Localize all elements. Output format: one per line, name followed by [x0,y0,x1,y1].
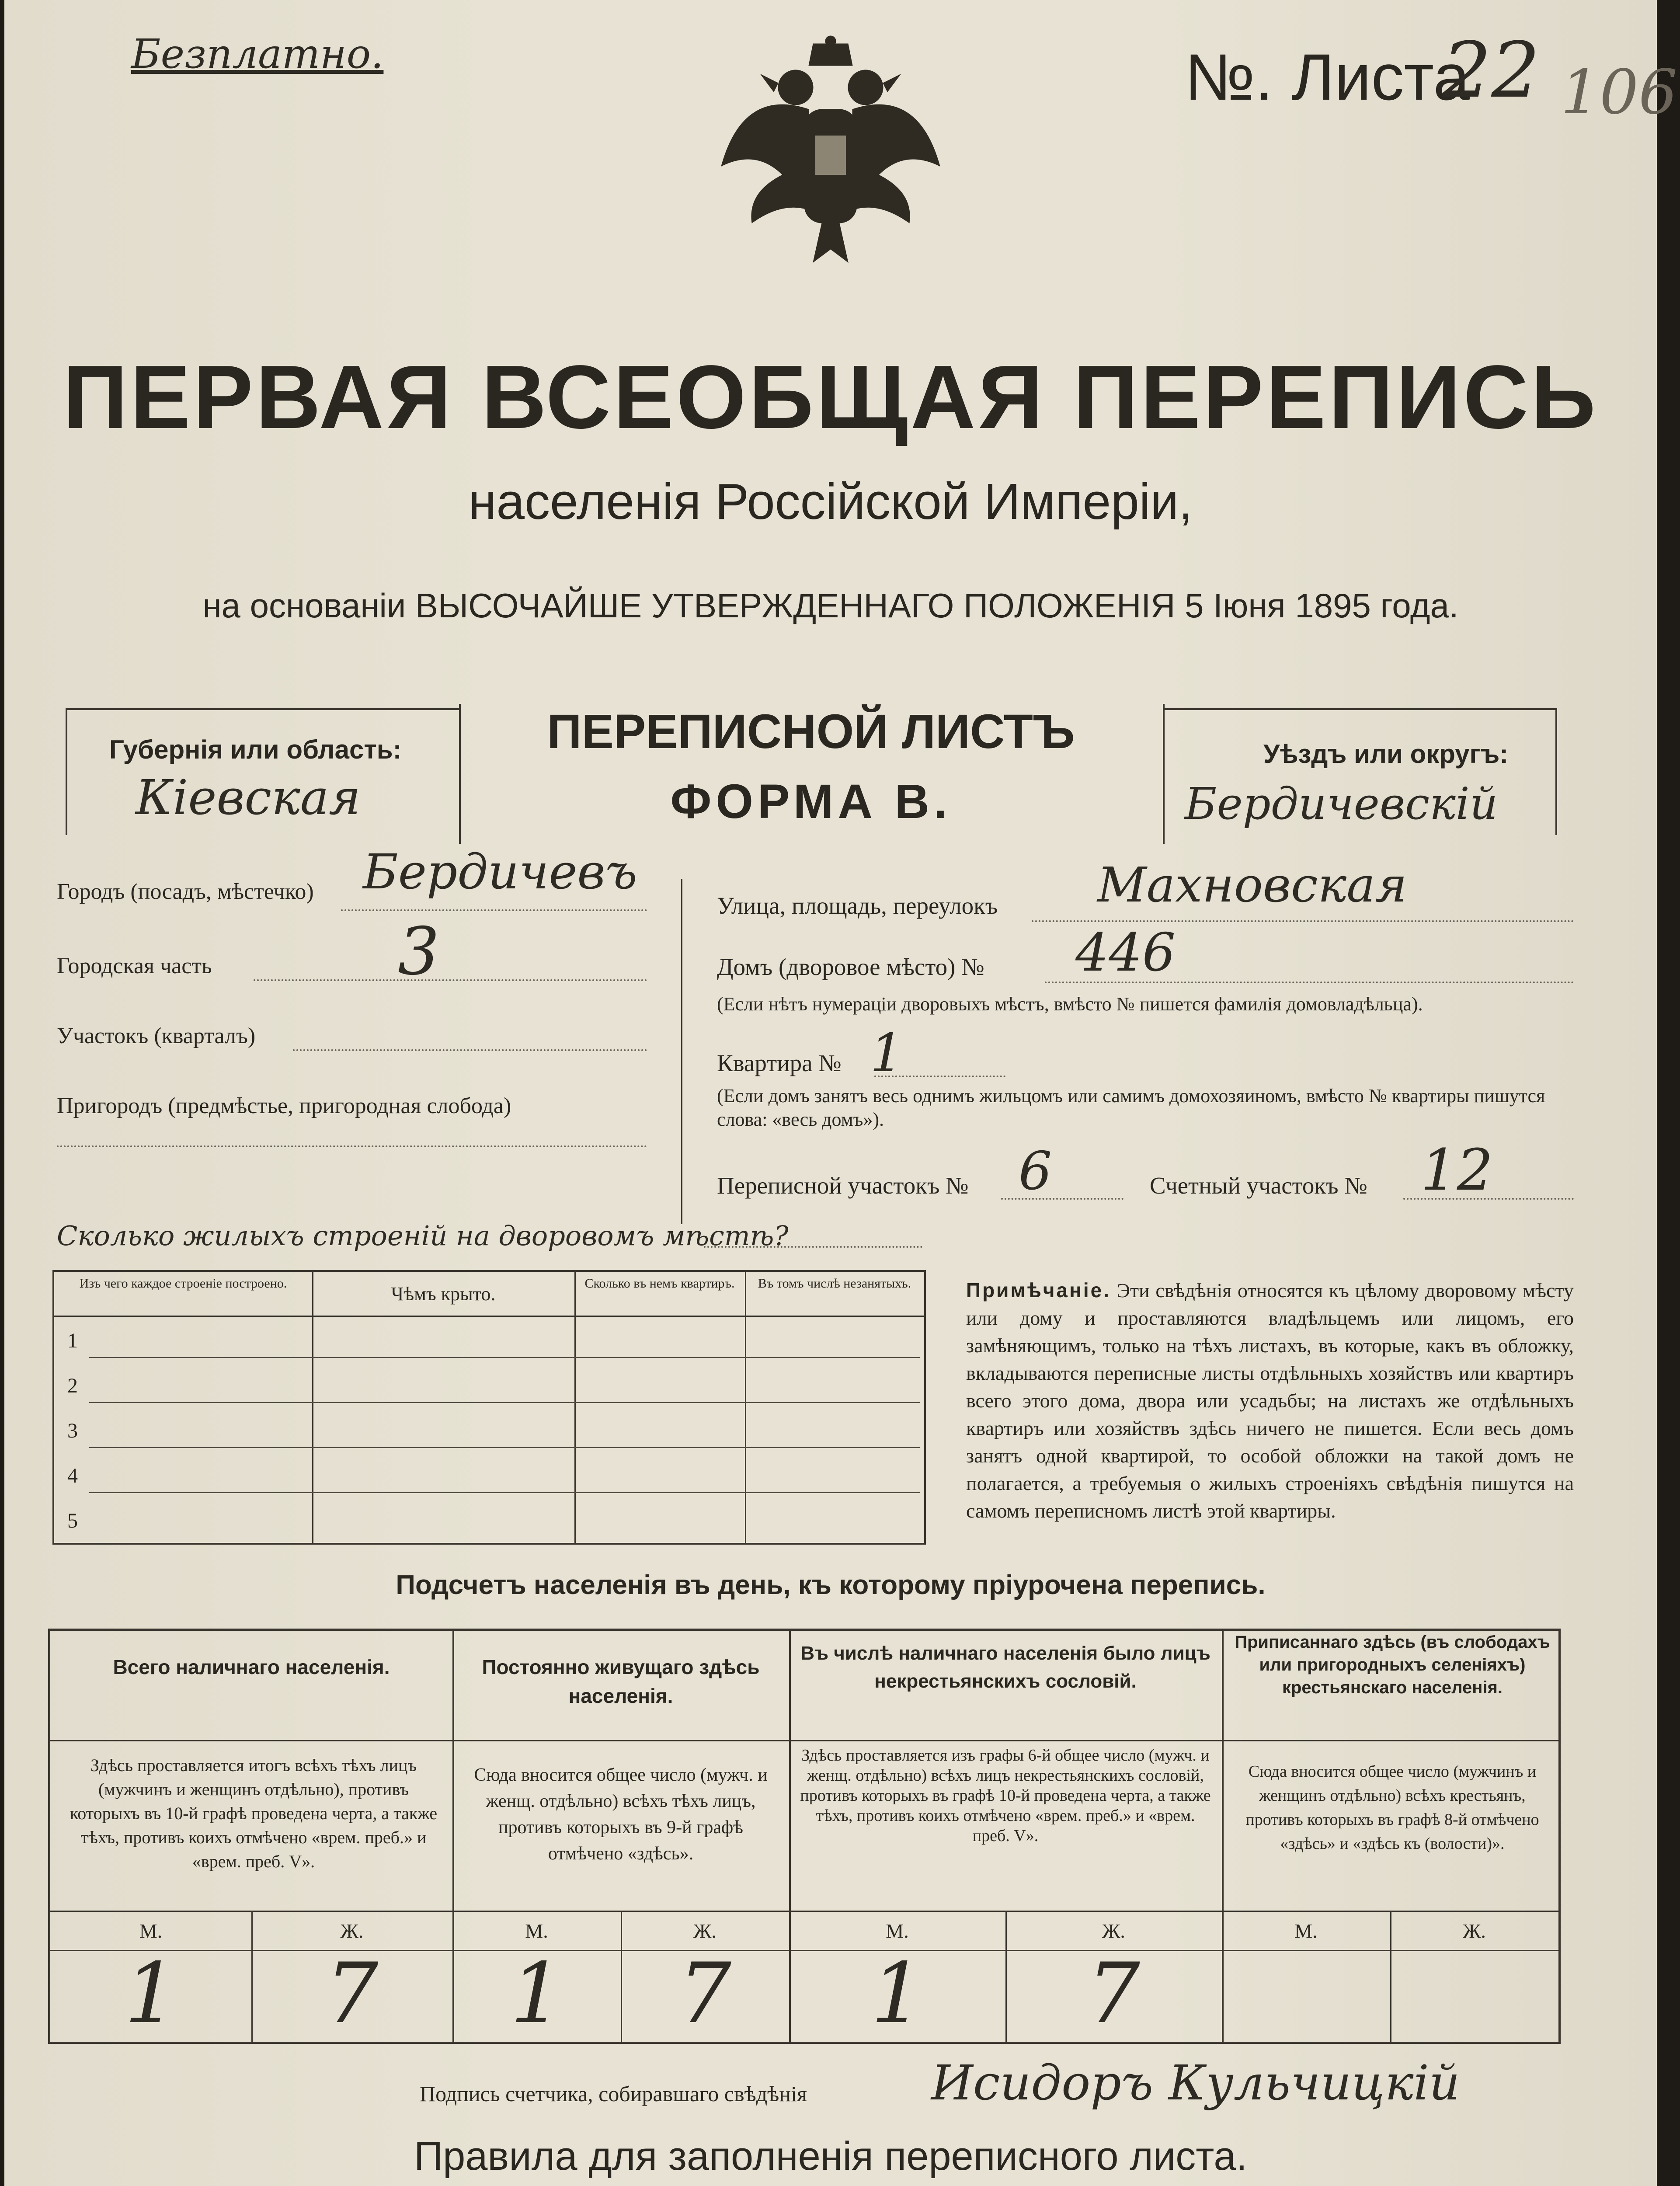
rules-title: Правила для заполненія переписного листа. [414,2134,1248,2179]
count-m-label: М. [525,1920,548,1942]
apartment-label: Квартира № [717,1050,842,1076]
count-col1-m: 1 [124,1945,177,2042]
count-col2-f: 7 [678,1945,731,2042]
buildings-row-number: 2 [67,1374,78,1397]
district-label: Участокъ (кварталъ) [57,1023,256,1048]
count-col3-head: Въ числѣ наличнаго населенія было лицъ некрестьянскихъ сословій. [800,1643,1210,1692]
apartment-note: (Если домъ занятъ весь однимъ жильцомъ или самимъ домохозяиномъ, вмѣсто № квартиры пишутся слова: «весь домъ»). [717,1085,1545,1130]
signature-value: Исидоръ Кульчицкій [931,2055,1460,2111]
count-col4-head: Приписаннаго здѣсь (въ слободахъ или пригородныхъ селеніяхъ) крестьянскаго населенія. [1235,1633,1550,1697]
count-col3-m: 1 [871,1945,924,2042]
archive-number: 106 [1561,57,1678,128]
buildings-table [52,1270,926,1545]
coat-of-arms-icon [708,35,953,280]
city-part-value: 3 [398,914,440,990]
signature-label: Подпись счетчика, собиравшаго свѣдѣнія [420,2082,807,2106]
suburb-label: Пригородъ (предмѣстье, пригородная слобода) [57,1093,511,1118]
note-text: Эти свѣдѣнія относятся къ цѣлому дворовому мѣсту или дому и проставляются владѣльцемъ или лицомъ, его замѣняющимъ, только на тѣхъ листахъ, въ которые, какъ въ обложку, вкладываются переписные листы отдѣльныхъ хозяйствъ или квартиръ всего этого дома, двора или усадьбы; на листахъ же отдѣльныхъ квартиръ или хозяйствъ здѣсь ничего не пишется. Если весь домъ занятъ одной квартирой, то особой обложки на такой домъ не полагается, а требуемыя о жилыхъ строеніяхъ свѣдѣнія пишутся на самомъ переписномъ листѣ этой квартиры. [966,1279,1574,1522]
count-district-value: 12 [1421,1137,1493,1203]
count-table [48,1629,1561,2044]
uezd-value: Бердичевскій [1185,778,1498,829]
sheet-number-label: №. Листа [1185,40,1470,114]
count-f-label: Ж. [693,1920,717,1942]
street-value: Махновская [1097,857,1407,913]
count-col2-m: 1 [510,1945,563,2042]
count-col1-head: Всего наличнаго населенія. [113,1656,390,1678]
buildings-header-apartments: Сколько въ немъ квартиръ. [584,1276,735,1291]
house-label: Домъ (дворовое мѣсто) № [717,954,984,980]
count-col2-head: Постоянно живущаго здѣсь населенія. [482,1656,760,1707]
apartment-value: 1 [870,1023,904,1084]
count-m-label: М. [139,1920,163,1942]
count-col3-f: 7 [1087,1945,1140,2042]
form-type: ФОРМА В. [670,775,952,828]
city-value: Бердичевъ [363,844,637,900]
house-note: (Если нѣтъ нумераціи дворовыхъ мѣстъ, вмѣсто № пишется фамилія домовладѣльца). [717,993,1423,1015]
count-col2-body: Сюда вносится общее число (мужч. и женщ. отдѣльно) всѣхъ тѣхъ лицъ, противъ которыхъ въ 9-й графѣ отмѣчено «здѣсь». [474,1765,768,1864]
census-sheet [4,0,1678,2186]
city-part-label: Городская часть [57,954,212,978]
buildings-header-vacant: Въ томъ числѣ незанятыхъ. [758,1276,911,1291]
census-district-label: Переписной участокъ № [717,1172,969,1199]
main-title: ПЕРВАЯ ВСЕОБЩАЯ ПЕРЕПИСЬ [63,347,1599,447]
city-label: Городъ (посадъ, мѣстечко) [57,879,314,904]
count-f-label: Ж. [1102,1920,1125,1942]
buildings-row-number: 1 [67,1329,78,1352]
buildings-header-material: Изъ чего каждое строеніе построено. [79,1276,287,1291]
count-f-label: Ж. [1463,1920,1486,1942]
street-label: Улица, площадь, переулокъ [717,892,998,919]
buildings-row-number: 3 [67,1419,78,1442]
buildings-row-number: 4 [67,1464,78,1487]
free-label: Безплатно. [131,31,384,77]
buildings-header-roof: Чѣмъ крыто. [391,1283,496,1305]
uezd-label: Уѣздъ или округъ: [1263,739,1509,769]
subtitle: населенія Россійской Имперіи, [468,473,1193,530]
guberniya-label: Губернія или область: [109,735,402,764]
buildings-row-number: 5 [67,1509,78,1532]
count-col4-body: Сюда вносится общее число (мужчинъ и женщинъ отдѣльно) всѣхъ крестьянъ, противъ которыхъ въ графѣ 8-й отмѣчено «здѣсь» и «здѣсь къ (волости)». [1245,1762,1539,1853]
house-value: 446 [1075,922,1176,983]
count-m-label: М. [1294,1920,1318,1942]
count-col1-f: 7 [325,1945,379,2042]
guberniya-value: Кіевская [136,769,361,825]
basis-line: на основаніи ВЫСОЧАЙШЕ УТВЕРЖДЕННАГО ПОЛОЖЕНІЯ 5 Іюня 1895 года. [202,586,1459,625]
count-f-label: Ж. [340,1920,364,1942]
form-title: ПЕРЕПИСНОЙ ЛИСТЪ [547,705,1075,759]
count-m-label: М. [886,1920,909,1942]
count-title: Подсчетъ населенія въ день, къ которому пріурочена перепись. [396,1570,1266,1600]
census-district-value: 6 [1019,1141,1052,1202]
note-block [966,1277,1574,1525]
count-district-label: Счетный участокъ № [1150,1172,1367,1199]
buildings-question: Сколько жилыхъ строеній на дворовомъ мѣстѣ? [57,1220,789,1252]
note-title: Примѣчаніе. [966,1279,1111,1302]
sheet-number-value: 22 [1443,26,1540,115]
count-col3-body: Здѣсь проставляется изъ графы 6-й общее число (мужч. и женщ. отдѣльно) всѣхъ лицъ некрестьянскихъ сословій, противъ которыхъ въ графѣ 10-й проведена черта, а также тѣхъ, противъ коихъ отмѣчено «врем. преб.» и «врем. преб. V». [800,1746,1211,1845]
count-col1-body: Здѣсь проставляется итогъ всѣхъ тѣхъ лицъ (мужчинъ и женщинъ отдѣльно), противъ которыхъ въ 10-й графѣ проведена черта, а также тѣхъ, противъ коихъ отмѣчено «врем. преб.» и «врем. преб. V». [70,1755,438,1871]
